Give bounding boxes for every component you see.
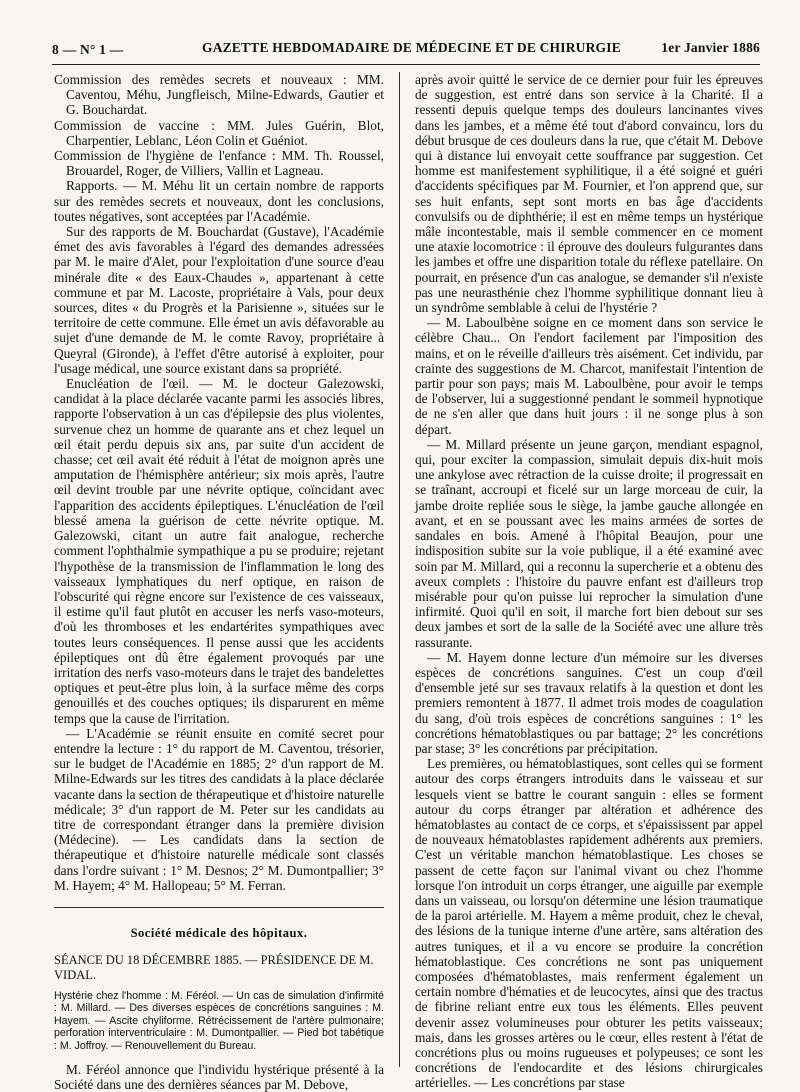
- journal-title: GAZETTE HEBDOMADAIRE DE MÉDECINE ET DE CHIRURGIE: [202, 40, 621, 55]
- left-column: [54, 72, 384, 1092]
- millard-paragraph: — M. Millard présente un jeune garçon, mendiant espagnol, qui, pour exciter la compassion, simulait depuis dix-huit mois une ankylose avec rétraction de la cuisse droite; il progressait en se traînant, accroupi et ficelé sur un large morceau de cuir, la jambe droite repliée sous le siège, la jambe gauche allongée en avant, et en se poussant avec les mains armées de sortes de sandales en bois. Amené à l'hôpital Beaujon, pour une indisposition subite sur la voie publique, il a été examiné avec soin par M. Millard, qui a reconnu la supercherie et a obtenu des aveux complets : l'histoire du pauvre enfant est d'ailleurs trop misérable pour qu'on puisse lui reprocher la simulation d'une infirmité. Quoi qu'il en soit, il marche fort bien debout sur ses deux jambes et sort de la salle de la Société avec une allure très rassurante.: [415, 436, 763, 650]
- rapports-paragraph: Rapports. — M. Méhu lit un certain nombre de rapports sur des remèdes secrets et nouveaux, dont les conclusions, toutes négatives, sont acceptées par l'Académie.: [54, 178, 384, 224]
- running-header: [52, 38, 760, 65]
- laboulbene-paragraph: — M. Laboulbène soigne en ce moment dans son service le célèbre Chau... On l'endort facilement par l'imposition des mains, et on le réveille d'ailleurs très aisément. Cet individu, par crainte des suggestions de M. Charcot, manifestait l'intention de partir pour son pays; mais M. Laboulbène, pour avoir le temps de l'observer, lui a suggestionné pendant le sommeil hypnotique de ne s'en aller que dans huit jours : il ne songe plus à son départ.: [415, 315, 763, 437]
- fereol-continued: après avoir quitté le service de ce dernier pour fuir les épreuves de suggestion, est entré dans son service à la Charité. Il a ressenti depuis quelque temps des douleurs lancinantes vives dans les jambes, et a même été tout d'abord convaincu, lors du début brusque de ces douleurs dans la rue, que c'était M. Debove qui à distance lui envoyait cette souffrance par suggestion. Cet homme est manifestement syphilitique, il a été soigné et guéri d'accidents spécifiques par M. Fournier, et l'on apprend que, sur ses huit enfants, sept sont morts en bas âge d'accidents convulsifs ou de diphthérie; il est en même temps un hystérique mâle incontestable, mais il semble commencer en ce moment une ataxie locomotrice : il éprouve des douleurs fulgurantes dans les jambes et offre une disparition totale du réflexe patellaire. On pourrait, en présence d'un cas analogue, se demander s'il n'existe pas une neurasthénie chez l'homme syphilitique donnant lieu à un syndrôme semblable à celui de l'hystérie ?: [415, 72, 763, 316]
- column-divider: [399, 72, 400, 1067]
- session-summary: Hystérie chez l'homme : M. Féréol. — Un cas de simulation d'infirmité : M. Millard. — Des diverses espèces de concrétions sanguines : M. Hayem. — Ascite chyliforme. Rétrécissement de l'artère pulmonaire; perforation interventriculaire : M. Dumontpallier. — Pied bot tabétique : M. Joffroy. — Renouvellement du Bureau.: [54, 989, 384, 1052]
- hayem-paragraph: — M. Hayem donne lecture d'un mémoire sur les diverses espèces de concrétions sanguines. C'est un coup d'œil d'ensemble jeté sur ses travaux relatifs à la question et dont les premiers remontent à 1877. Il admet trois modes de coagulation du sang, d'où trois espèces de concrétions sanguines : 1° les concrétions hématoblastiques ou par battage; 2° les concrétions par stase; 3° les concrétions par précipitation.: [415, 649, 763, 756]
- hematoblastiques-paragraph: Les premières, ou hématoblastiques, sont celles qui se forment autour des corps étrangers introduits dans le vaisseau et sur lesquels vient se battre le courant sanguin : elles se forment autour du corps étranger par altération et adhérence des hématoblastes au contact de ce corps, et s'épaississent par appel de nouveaux hématoblastes rapidement adhérents aux premiers. C'est un véritable manchon hématoblastique. Les choses se passent de cette façon sur l'animal vivant ou chez l'homme lorsque l'on introduit un corps étranger, une aiguille par exemple dans un vaisseau, ou lorsqu'on détermine une lésion traumatique de la paroi artérielle. M. Hayem a même produit, chez le cheval, des lésions de la tunique interne d'une artère, sans altération des autres tuniques, et il a vu encore se produire la concrétion hématoblastique. Ces concrétions ne sont pas uniquement composées d'hématoblastes, mais renferment également un certain nombre d'hématies et de leucocytes, ainsi que des tractus de fibrine reliant entre eux tous les éléments. Elles peuvent devenir assez volumineuses pour obturer les petits vaisseaux; mais, dans les grosses artères ou le cœur, elles restent à l'état de concrétions plus ou moins rugueuses et polypeuses; ce sont les concrétions de l'endocardite et des lésions chirurgicales artérielles. — Les concrétions par stase: [415, 756, 763, 1091]
- section-rule: [54, 907, 384, 908]
- commission-hygiene: Commission de l'hygiène de l'enfance : MM. Th. Roussel, Brouardel, Roger, de Villiers, Vallin et Lagneau.: [54, 148, 384, 179]
- page-and-issue: 8 — N° 1 —: [52, 42, 124, 57]
- issue-date: 1er Janvier 1886: [661, 40, 760, 55]
- fereol-paragraph: M. Féréol annonce que l'individu hystérique présenté à la Société dans une des dernières séances par M. Debove,: [54, 1062, 384, 1092]
- society-heading: Société médicale des hôpitaux.: [130, 925, 308, 940]
- enucleation-paragraph: Enucléation de l'œil. — M. le docteur Galezowski, candidat à la place déclarée vacante parmi les associés libres, rapporte l'observation à un cas d'épilepsie des plus violentes, survenue chez un homme de quarante ans et chez lequel un œil était perdu depuis six ans, par suite d'un accident de chasse; cet œil avait été réduit à l'état de moignon après une amputation de l'hémisphère antérieur; six mois après, l'autre œil devint trouble par une névrite optique, coïncidant avec l'apparition des accidents épileptiques. L'énucléation de l'œil blessé amena la guérison de cette névrite optique. M. Galezowski, citant un autre fait analogue, recherche comment l'ophthalmie sympathique a pu se produire; rejetant l'hypothèse de la transmission de l'inflammation le long des vaisseaux lymphatiques du nerf optique, en raison de l'obscurité qui règne encore sur l'existence de ces vaisseaux, il estime qu'il faut plutôt en accuser les nerfs vaso-moteurs, d'où les thromboses et les endartérites sympathiques avec toutes leurs conséquences. Il pense aussi que les accidents épileptiques ont dû être également provoqués par une irritation des nerfs vaso-moteurs dans le trajet des bandelettes optiques et peut-être plus loin, à la surface même des corps genouillés et des couches optiques; ils disparurent en même temps que la cause de l'irritation.: [54, 376, 384, 726]
- right-column: [415, 72, 763, 1091]
- commission-remedes: Commission des remèdes secrets et nouveaux : MM. Caventou, Méhu, Jungfleisch, Milne-Edwards, Gautier et G. Bouchardat.: [54, 72, 384, 118]
- seance-line: SÉANCE DU 18 DÉCEMBRE 1885. — PRÉSIDENCE DE M. VIDAL.: [54, 953, 374, 983]
- bouchardat-paragraph: Sur des rapports de M. Bouchardat (Gustave), l'Académie émet des avis favorables à l'égard des demandes adressées par M. le maire d'Alet, pour l'exploitation d'une source d'eau minérale dite « des Eaux-Chaudes », appartenant à cette commune et par M. Lacoste, propriétaire à Vals, pour deux sources, dites « du Progrès et la Parisienne », situées sur le territoire de cette commune. Elle émet un avis défavorable au sujet d'une demande de M. le comte Ravoy, propriétaire à Queyral (Gironde), à l'effet d'être autorisé à exploiter, pour l'usage médical, une source existant dans sa propriété.: [54, 224, 384, 376]
- commission-vaccine: Commission de vaccine : MM. Jules Guérin, Blot, Charpentier, Leblanc, Léon Colin et Guéniot.: [54, 117, 384, 148]
- comite-secret-paragraph: — L'Académie se réunit ensuite en comité secret pour entendre la lecture : 1° du rapport de M. Caventou, trésorier, sur le budget de l'Académie en 1885; 2° d'un rapport de M. Milne-Edwards sur les titres des candidats à la place déclarée vacante dans la section de thérapeutique et d'histoire naturelle médicale; 3° d'un rapport de M. Peter sur les candidats au titre de correspondant étranger dans la première division (Médecine). — Les candidats dans la section de thérapeutique et d'histoire naturelle médicale sont classés dans l'ordre suivant : 1° M. Desnos; 2° M. Dumontpallier; 3° M. Hayem; 4° M. Hallopeau; 5° M. Ferran.: [54, 725, 384, 893]
